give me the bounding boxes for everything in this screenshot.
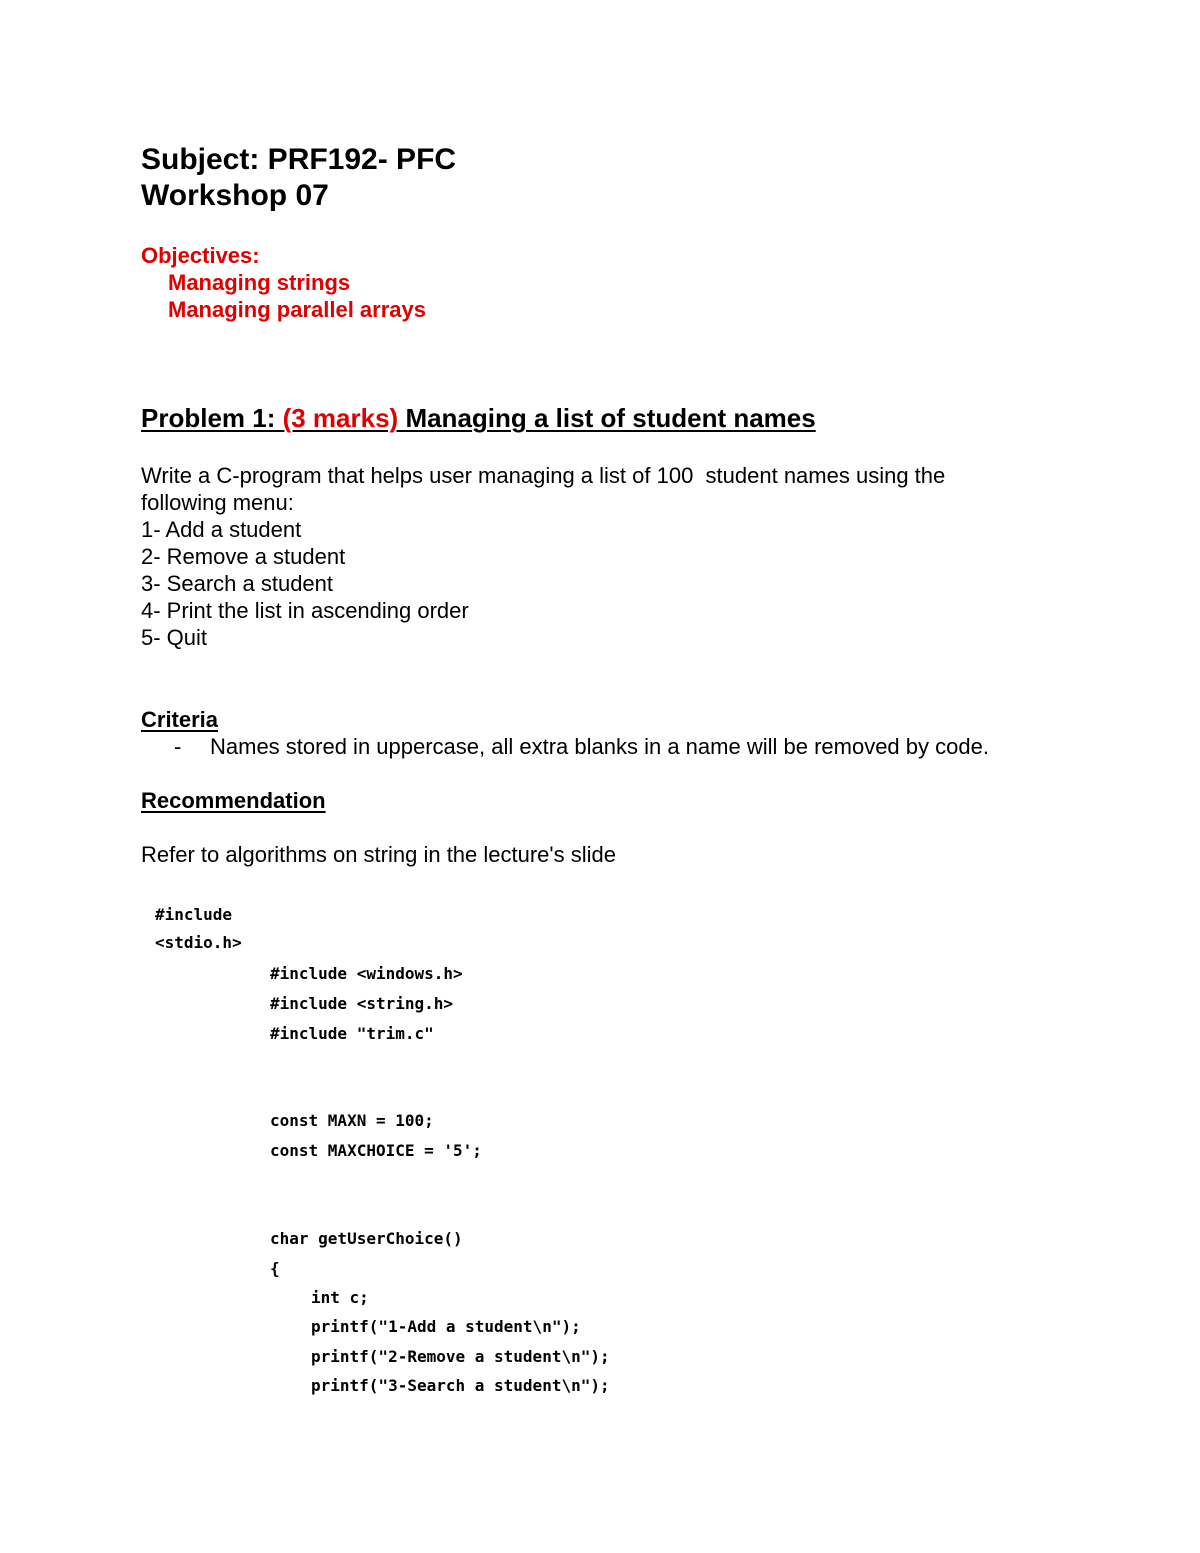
code-line: { (270, 1259, 280, 1278)
menu-item: 5- Quit (141, 625, 208, 650)
menu-item: 2- Remove a student (141, 544, 346, 569)
problem-marks: (3 marks) (282, 403, 399, 433)
problem-prefix: Problem 1: (141, 403, 283, 433)
subject-title: Subject: PRF192- PFC (141, 143, 457, 176)
code-line: printf("2-Remove a student\n"); (311, 1347, 610, 1366)
problem-intro-line: Write a C-program that helps user managing a list of 100 student names using the (141, 463, 946, 488)
problem-intro-line: following menu: (141, 490, 294, 515)
menu-item: 3- Search a student (141, 571, 334, 596)
code-line: const MAXN = 100; (270, 1111, 434, 1130)
code-line: char getUserChoice() (270, 1229, 463, 1248)
criteria-label: Criteria (141, 707, 219, 732)
menu-item: 4- Print the list in ascending order (141, 598, 469, 623)
code-line: printf("1-Add a student\n"); (311, 1317, 581, 1336)
code-line: #include <string.h> (270, 994, 454, 1013)
objective-item: Managing strings (168, 270, 351, 295)
criteria-item: Names stored in uppercase, all extra blanks in a name will be removed by code. (210, 734, 989, 759)
code-line: int c; (311, 1288, 369, 1307)
code-line: const MAXCHOICE = '5'; (270, 1141, 482, 1160)
workshop-title: Workshop 07 (141, 179, 329, 212)
objective-item: Managing parallel arrays (168, 297, 426, 322)
recommendation-label: Recommendation (141, 788, 326, 813)
code-line: <stdio.h> (155, 933, 242, 952)
problem-heading (141, 402, 816, 434)
code-line: #include <windows.h> (270, 964, 463, 983)
code-line: #include "trim.c" (270, 1024, 434, 1043)
menu-item: 1- Add a student (141, 517, 302, 542)
problem-title: Managing a list of student names (398, 403, 816, 433)
recommendation-text: Refer to algorithms on string in the lecture's slide (141, 842, 616, 867)
criteria-bullet: - (174, 734, 182, 759)
objectives-label: Objectives: (141, 243, 260, 268)
code-line: #include (155, 905, 233, 924)
code-line: printf("3-Search a student\n"); (311, 1376, 610, 1395)
